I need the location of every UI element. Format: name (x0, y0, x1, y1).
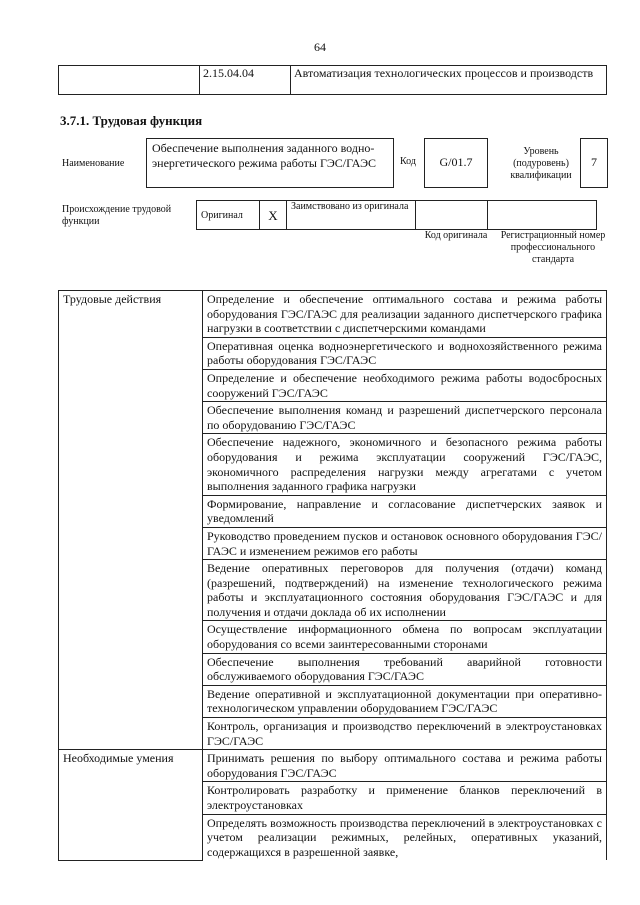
group-item: Ведение оперативных переговоров для получения (отдачи) команд (разрешений, подтверждений) на изменение технологического режима работы и эксплуатационного состояния оборудования ГЭС/ГАЭС и для получения и отдачи доклада об их исполнении (203, 560, 607, 621)
registration-number-cell (488, 201, 597, 230)
origin-label: Происхождение трудовой функции (62, 204, 172, 227)
top-row-title: Автоматизация технологических процессов и производств (291, 66, 607, 95)
group-label: Трудовые действия (59, 291, 203, 750)
group-item: Контроль, организация и производство переключений в электроустановках ГЭС/ГАЭС (203, 718, 607, 750)
group-item: Определять возможность производства переключений в электроустановках с учетом реализации режимных, релейных, оперативных указаний, содержащихся в разрешенной заявке, (203, 814, 607, 860)
group-label: Необходимые умения (59, 750, 203, 861)
level-value: 7 (580, 138, 608, 188)
level-label: Уровень (подуровень) квалификации (510, 146, 572, 181)
table-row (59, 291, 607, 338)
code-original-cell (416, 201, 488, 230)
original-mark: X (260, 201, 287, 230)
group-item: Обеспечение надежного, экономичного и безопасного режима работы оборудования и режима эксплуатации сооружений ГЭС/ГАЭС, экономичного распределения нагрузки между агрегатами с учетом выполнения заданного графика нагрузки (203, 434, 607, 495)
group-item: Определение и обеспечение оптимального состава и режима работы оборудования ГЭС/ГАЭС для реализации заданного диспетчерского графика нагрузки в соответствии с диспетчерскими командами (203, 291, 607, 338)
group-item: Обеспечение выполнения команд и разрешений диспетчерского персонала по оборудованию ГЭС/ГАЭС (203, 402, 607, 434)
main-table (58, 290, 607, 861)
page-number: 64 (314, 40, 326, 54)
origin-table (196, 200, 597, 230)
group-item: Принимать решения по выбору оптимального состава и режима работы оборудования ГЭС/ГАЭС (203, 750, 607, 782)
group-item: Руководство проведением пусков и остановок основного оборудования ГЭС/ГАЭС и изменением режимов его работы (203, 527, 607, 559)
group-item: Оперативная оценка водноэнергетического и воднохозяйственного режима работы оборудования ГЭС/ГАЭС (203, 337, 607, 369)
top-row-code: 2.15.04.04 (200, 66, 291, 95)
group-item: Осуществление информационного обмена по вопросам эксплуатации оборудования со всеми заинтересованными сторонами (203, 621, 607, 653)
original-label: Оригинал (197, 201, 260, 230)
group-item: Определение и обеспечение необходимого режима работы водосбросных сооружений ГЭС/ГАЭС (203, 369, 607, 401)
code-original-label: Код оригинала (424, 230, 488, 241)
table-row (59, 750, 607, 782)
name-label: Наименование (62, 158, 125, 169)
section-title: 3.7.1. Трудовая функция (60, 113, 203, 128)
group-item: Обеспечение выполнения требований аварийной готовности обслуживаемого оборудования ГЭС/ГАЭС (203, 653, 607, 685)
group-item: Формирование, направление и согласование диспетчерских заявок и уведомлений (203, 495, 607, 527)
top-row-table (58, 65, 607, 95)
group-item: Ведение оперативной и эксплуатационной документации при оперативно-технологическом управлении оборудованием ГЭС/ГАЭС (203, 685, 607, 717)
borrowed-label: Заимствовано из оригинала (287, 201, 416, 230)
function-code-value: G/01.7 (424, 138, 488, 188)
top-row-empty-cell (59, 66, 200, 95)
code-label: Код (400, 156, 416, 167)
group-item: Контролировать разработку и применение бланков переключений в электроустановках (203, 782, 607, 814)
registration-number-label: Регистрационный номер профессионального стандарта (500, 230, 606, 265)
function-name-value: Обеспечение выполнения заданного водно-энергетического режима работы ГЭС/ГАЭС (146, 138, 394, 188)
